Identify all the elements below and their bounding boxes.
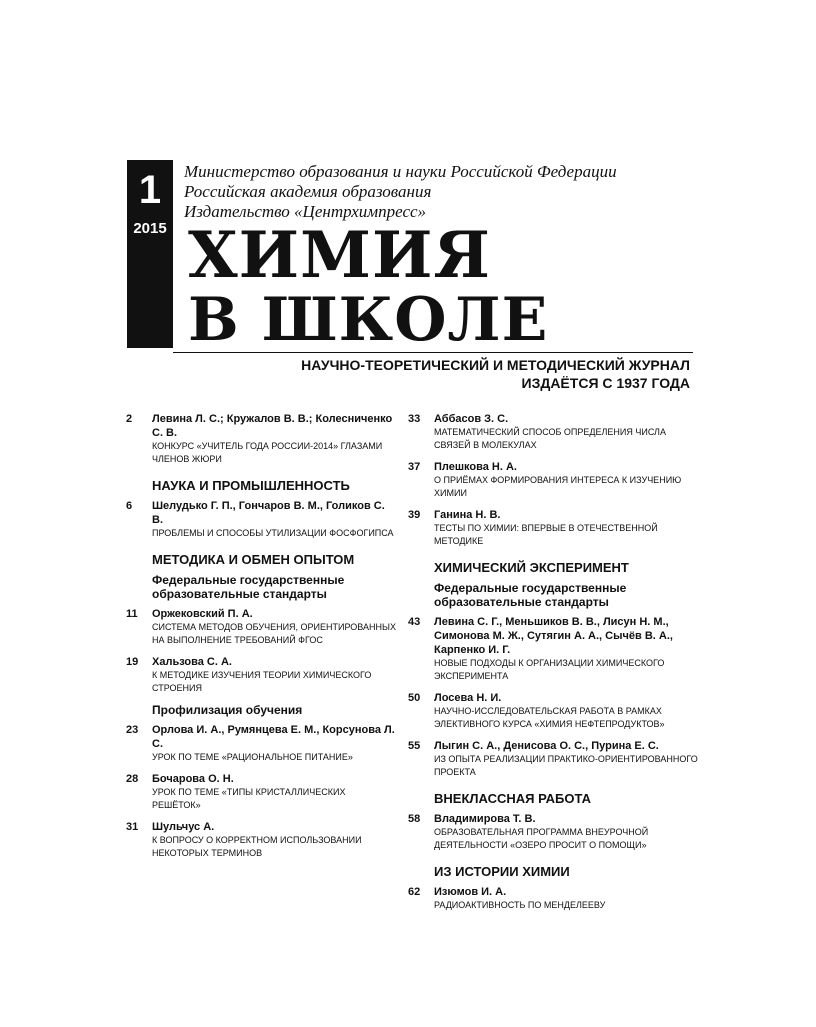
entry-authors: Хальзова С. А. bbox=[152, 656, 232, 668]
subsection-heading: Профилизация обучения bbox=[152, 703, 303, 717]
entry-authors: Шелудько Г. П., Гончаров В. М., Голиков С. В. bbox=[152, 500, 385, 526]
toc-entry[interactable] bbox=[408, 885, 698, 912]
entry-title: ПРОБЛЕМЫ И СПОСОБЫ УТИЛИЗАЦИИ ФОСФОГИПСА bbox=[152, 528, 394, 538]
toc-entry[interactable] bbox=[408, 739, 698, 779]
toc-entry[interactable] bbox=[126, 772, 396, 812]
toc-entry[interactable] bbox=[408, 812, 698, 852]
entry-authors: Лыгин С. А., Денисова О. С., Пурина Е. С. bbox=[434, 740, 659, 752]
publisher-line: Российская академия образования bbox=[184, 182, 432, 201]
page-number: 6 bbox=[126, 500, 133, 512]
entry-title: ТЕСТЫ ПО ХИМИИ: ВПЕРВЫЕ В ОТЕЧЕСТВЕННОЙ МЕТОДИКЕ bbox=[434, 523, 658, 546]
toc-entry[interactable] bbox=[126, 655, 396, 695]
entry-authors: Бочарова О. Н. bbox=[152, 773, 234, 785]
page-number: 19 bbox=[126, 656, 139, 668]
page-number: 2 bbox=[126, 413, 133, 425]
page-number: 62 bbox=[408, 886, 421, 898]
entry-title: РАДИОАКТИВНОСТЬ ПО МЕНДЕЛЕЕВУ bbox=[434, 900, 606, 910]
toc-entry[interactable] bbox=[408, 412, 698, 452]
entry-authors: Ганина Н. В. bbox=[434, 509, 501, 521]
entry-title: К МЕТОДИКЕ ИЗУЧЕНИЯ ТЕОРИИ ХИМИЧЕСКОГО СТРОЕНИЯ bbox=[152, 670, 372, 693]
title-line-1: ХИМИЯ bbox=[188, 218, 491, 293]
issue-number: 1 bbox=[138, 168, 162, 212]
section-heading: ХИМИЧЕСКИЙ ЭКСПЕРИМЕНТ bbox=[434, 560, 629, 575]
entry-authors: Левина Л. С.; Кружалов В. В.; Колесниченко С. В. bbox=[152, 413, 393, 439]
toc-entry[interactable] bbox=[408, 460, 698, 500]
journal-title bbox=[188, 218, 549, 355]
issue-badge bbox=[127, 160, 173, 348]
toc-entry[interactable] bbox=[408, 508, 698, 548]
page-number: 37 bbox=[408, 461, 421, 473]
section-heading: МЕТОДИКА И ОБМЕН ОПЫТОМ bbox=[152, 552, 355, 567]
toc-right-column bbox=[408, 412, 698, 920]
entry-title: О ПРИЁМАХ ФОРМИРОВАНИЯ ИНТЕРЕСА К ИЗУЧЕНИЮ ХИМИИ bbox=[434, 475, 682, 498]
entry-title: УРОК ПО ТЕМЕ «РАЦИОНАЛЬНОЕ ПИТАНИЕ» bbox=[152, 752, 353, 762]
toc-entry[interactable] bbox=[408, 615, 698, 683]
entry-authors: Лосева Н. И. bbox=[434, 692, 502, 704]
entry-title: ИЗ ОПЫТА РЕАЛИЗАЦИИ ПРАКТИКО-ОРИЕНТИРОВАННОГО ПРОЕКТА bbox=[434, 754, 698, 777]
publisher-line: Министерство образования и науки Российской Федерации bbox=[184, 162, 617, 181]
title-rule bbox=[173, 352, 693, 353]
entry-title: НАУЧНО-ИССЛЕДОВАТЕЛЬСКАЯ РАБОТА В РАМКАХ ЭЛЕКТИВНОГО КУРСА «ХИМИЯ НЕФТЕПРОДУКТОВ» bbox=[434, 706, 665, 729]
toc-entry[interactable] bbox=[126, 412, 396, 466]
subsection-heading: Федеральные государственные образовательные стандарты bbox=[152, 573, 345, 601]
entry-title: СИСТЕМА МЕТОДОВ ОБУЧЕНИЯ, ОРИЕНТИРОВАННЫХ НА ВЫПОЛНЕНИЕ ТРЕБОВАНИЙ ФГОС bbox=[152, 622, 396, 645]
entry-title: НОВЫЕ ПОДХОДЫ К ОРГАНИЗАЦИИ ХИМИЧЕСКОГО ЭКСПЕРИМЕНТА bbox=[434, 658, 665, 681]
page-number: 43 bbox=[408, 616, 421, 628]
entry-authors: Изюмов И. А. bbox=[434, 886, 507, 898]
page-number: 28 bbox=[126, 773, 139, 785]
publishers bbox=[184, 162, 617, 222]
entry-authors: Оржековский П. А. bbox=[152, 608, 253, 620]
page-number: 39 bbox=[408, 509, 421, 521]
issue-year: 2015 bbox=[133, 220, 167, 237]
tagline-line-1: НАУЧНО-ТЕОРЕТИЧЕСКИЙ И МЕТОДИЧЕСКИЙ ЖУРНАЛ bbox=[301, 357, 690, 373]
page-number: 31 bbox=[126, 821, 139, 833]
page-number: 11 bbox=[126, 608, 138, 620]
entry-authors: Аббасов З. С. bbox=[434, 413, 509, 425]
entry-authors: Орлова И. А., Румянцева Е. М., Корсунова Л. С. bbox=[152, 724, 395, 750]
toc-entry[interactable] bbox=[126, 723, 396, 764]
section-heading: НАУКА И ПРОМЫШЛЕННОСТЬ bbox=[152, 478, 350, 493]
page-number: 58 bbox=[408, 813, 421, 825]
entry-authors: Шульчус А. bbox=[152, 821, 215, 833]
entry-title: МАТЕМАТИЧЕСКИЙ СПОСОБ ОПРЕДЕЛЕНИЯ ЧИСЛА СВЯЗЕЙ В МОЛЕКУЛАХ bbox=[434, 427, 666, 450]
page-number: 55 bbox=[408, 740, 421, 752]
toc-entry[interactable] bbox=[126, 820, 396, 860]
section-heading: ВНЕКЛАССНАЯ РАБОТА bbox=[434, 791, 591, 806]
entry-title: ОБРАЗОВАТЕЛЬНАЯ ПРОГРАММА ВНЕУРОЧНОЙ ДЕЯТЕЛЬНОСТИ «ОЗЕРО ПРОСИТ О ПОМОЩИ» bbox=[434, 827, 649, 850]
entry-title: К ВОПРОСУ О КОРРЕКТНОМ ИСПОЛЬЗОВАНИИ НЕКОТОРЫХ ТЕРМИНОВ bbox=[152, 835, 362, 858]
entry-authors: Плешкова Н. А. bbox=[434, 461, 517, 473]
subsection-heading: Федеральные государственные образовательные стандарты bbox=[434, 581, 627, 609]
entry-title: КОНКУРС «УЧИТЕЛЬ ГОДА РОССИИ-2014» ГЛАЗАМИ ЧЛЕНОВ ЖЮРИ bbox=[152, 441, 383, 464]
entry-authors: Левина С. Г., Меньшиков В. В., Лисун Н. М., Симонова М. Ж., Сутягин А. А., Сычёв В. А., Карпенко И. Г. bbox=[434, 616, 673, 656]
entry-authors: Владимирова Т. В. bbox=[434, 813, 536, 825]
page-number: 50 bbox=[408, 692, 421, 704]
page-number: 23 bbox=[126, 724, 139, 736]
tagline-line-2: ИЗДАЁТСЯ С 1937 ГОДА bbox=[521, 375, 690, 391]
toc-entry[interactable] bbox=[126, 499, 396, 540]
publisher-line: Издательство «Центрхимпресс» bbox=[184, 202, 427, 221]
page-number: 33 bbox=[408, 413, 421, 425]
toc-left-column bbox=[126, 412, 396, 868]
title-line-2: В ШКОЛЕ bbox=[188, 285, 549, 355]
tagline bbox=[301, 356, 690, 392]
entry-title: УРОК ПО ТЕМЕ «ТИПЫ КРИСТАЛЛИЧЕСКИХ РЕШЁТОК» bbox=[152, 787, 346, 810]
section-heading: ИЗ ИСТОРИИ ХИМИИ bbox=[434, 864, 570, 879]
toc-entry[interactable] bbox=[408, 691, 698, 731]
toc-entry[interactable] bbox=[126, 607, 396, 647]
